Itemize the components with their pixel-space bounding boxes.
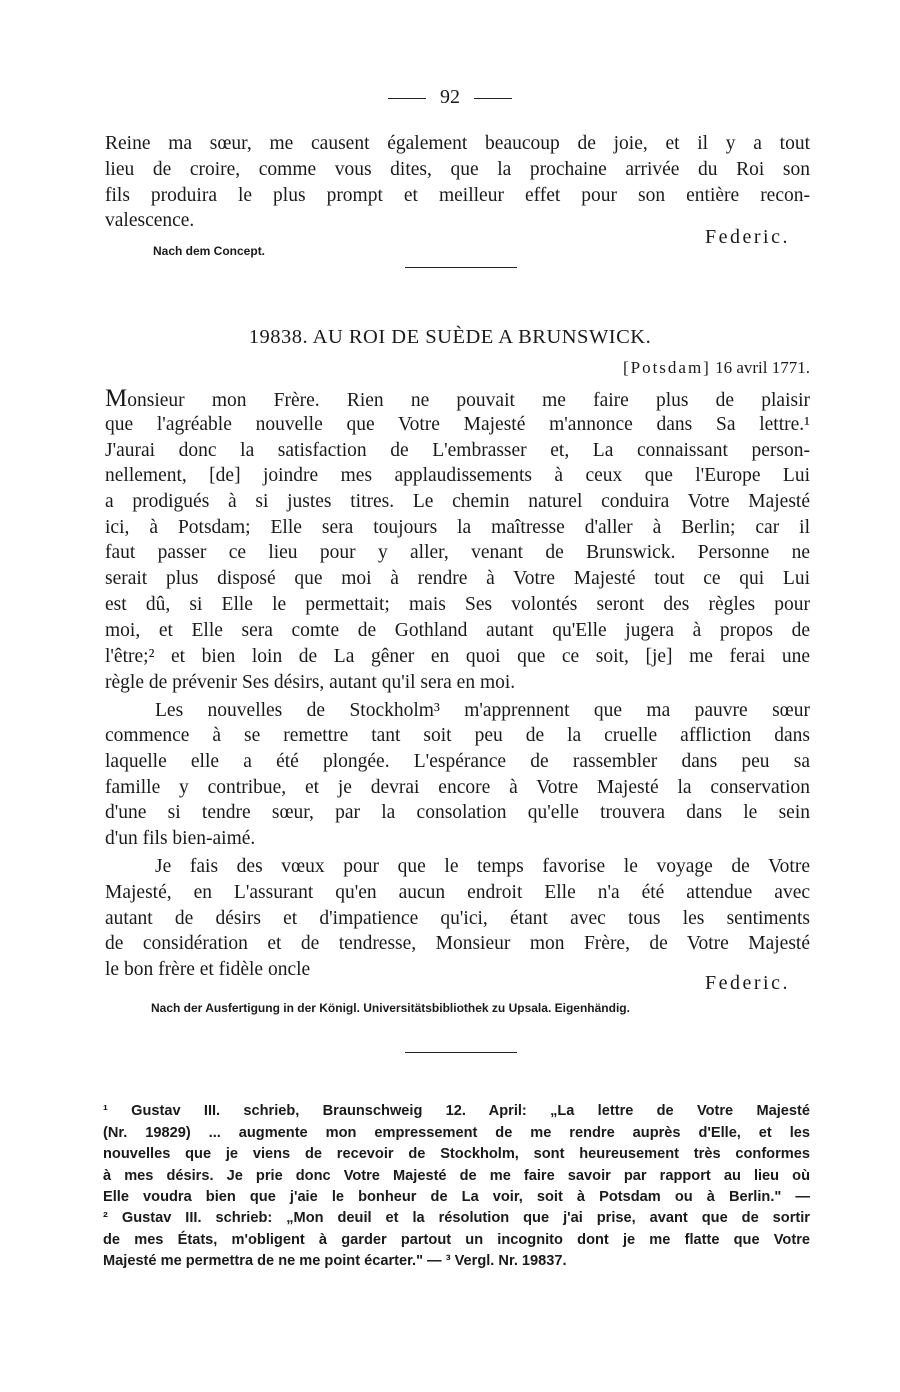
letter-line: a prodigués à si justes titres. Le chemin naturel conduira Votre Majesté: [105, 491, 810, 512]
footnote-line: ¹ Gustav III. schrieb, Braunschweig 12. April: „La lettre de Votre Majesté: [103, 1103, 810, 1119]
prev-letter-line: Reine ma sœur, me causent également beaucoup de joie, et il y a tout: [105, 133, 810, 154]
footnote-line: Elle voudra bien que j'aie le bonheur de La voir, soit à Potsdam ou à Berlin." —: [103, 1189, 810, 1205]
letter-line: famille y contribue, et je devrai encore à Votre Majesté la conservation: [105, 777, 810, 798]
footnote-line: ² Gustav III. schrieb: „Mon deuil et la résolution que j'ai prise, avant que de sortir: [103, 1210, 810, 1226]
prev-letter-source: Nach dem Concept.: [153, 244, 266, 258]
letter-line: ici, à Potsdam; Elle sera toujours la maîtresse d'aller à Berlin; car il: [105, 517, 810, 538]
letter-line: Je fais des vœux pour que le temps favorise le voyage de Votre: [155, 856, 810, 877]
letter-line: règle de prévenir Ses désirs, autant qu'il sera en moi.: [105, 672, 516, 693]
initial-letter: M: [105, 385, 128, 412]
dateline-place: [Potsdam]: [622, 358, 711, 377]
dateline-date: 16 avril 1771.: [715, 358, 810, 377]
letter-line: moi, et Elle sera comte de Gothland autant qu'Elle jugera à propos de: [105, 620, 810, 641]
prev-letter-line: fils produira le plus prompt et meilleur effet pour son entière recon-: [105, 185, 810, 206]
letter-heading: 19838. AU ROI DE SUÈDE A BRUNSWICK.: [248, 326, 652, 348]
letter-line: autant de désirs et d'impatience qu'ici, étant avec tous les sentiments: [105, 908, 810, 929]
page-number: 92: [440, 86, 460, 108]
letter-line: est dû, si Elle le permettait; mais Ses volontés seront des règles pour: [105, 594, 810, 615]
letter-line: d'une si tendre sœur, par la consolation qu'elle trouvera dans le sein: [105, 802, 810, 823]
letter-line: de considération et de tendresse, Monsieur mon Frère, de Votre Majesté: [105, 933, 810, 954]
letter-line: l'être;² et bien loin de La gêner en quoi que ce soit, [je] me ferai une: [105, 646, 810, 667]
letter-line: d'un fils bien-aimé.: [105, 828, 256, 849]
letter-line: le bon frère et fidèle oncle: [105, 959, 311, 980]
footnote-divider: [405, 1052, 517, 1053]
letter-line: J'aurai donc la satisfaction de L'embrasser et, La connaissant person-: [105, 440, 810, 461]
letter-line: Les nouvelles de Stockholm³ m'apprennent que ma pauvre sœur: [155, 700, 810, 721]
letter-line: faut passer ce lieu pour y aller, venant de Brunswick. Personne ne: [105, 542, 810, 563]
letter-line: serait plus disposé que moi à rendre à Votre Majesté tout ce qui Lui: [105, 568, 810, 589]
letter-line: laquelle elle a été plongée. L'espérance de rassembler dans peu sa: [105, 751, 810, 772]
prev-letter-signature: Federic.: [705, 226, 790, 248]
footnote-line: à mes désirs. Je prie donc Votre Majesté de me faire savoir par rapport au lieu où: [103, 1168, 810, 1184]
letter-line: commence à se remettre tant soit peu de la cruelle affliction dans: [105, 725, 810, 746]
letter-dateline: [623, 358, 810, 378]
footnote-line: Majesté me permettra de ne me point écarter." — ³ Vergl. Nr. 19837.: [103, 1253, 567, 1269]
prev-letter-line: valescence.: [105, 210, 195, 231]
letter-line: [105, 386, 810, 414]
letter-source: Nach der Ausfertigung in der Königl. Universitätsbibliothek zu Upsala. Eigenhändig.: [151, 1001, 630, 1015]
header-rule-right: [474, 98, 512, 99]
letter-signature: Federic.: [705, 972, 790, 994]
footnote-line: (Nr. 19829) ... augmente mon empressement de me rendre auprès d'Elle, et les: [103, 1125, 810, 1141]
letter-line-text: onsieur mon Frère. Rien ne pouvait me faire plus de plaisir: [127, 390, 810, 411]
section-divider: [405, 267, 517, 268]
letter-line: Majesté, en L'assurant qu'en aucun endroit Elle n'a été attendue avec: [105, 882, 810, 903]
letter-line: nellement, [de] joindre mes applaudissements à ceux que l'Europe Lui: [105, 465, 810, 486]
page-number-header: [0, 86, 900, 109]
footnote-line: de mes États, m'obligent à garder partout un incognito dont je me flatte que Votre: [103, 1232, 810, 1248]
header-rule-left: [388, 98, 426, 99]
footnote-line: nouvelles que je viens de recevoir de Stockholm, sont heureusement très conformes: [103, 1146, 810, 1162]
letter-line: que l'agréable nouvelle que Votre Majesté m'annonce dans Sa lettre.¹: [105, 414, 810, 435]
prev-letter-line: lieu de croire, comme vous dites, que la prochaine arrivée du Roi son: [105, 159, 810, 180]
